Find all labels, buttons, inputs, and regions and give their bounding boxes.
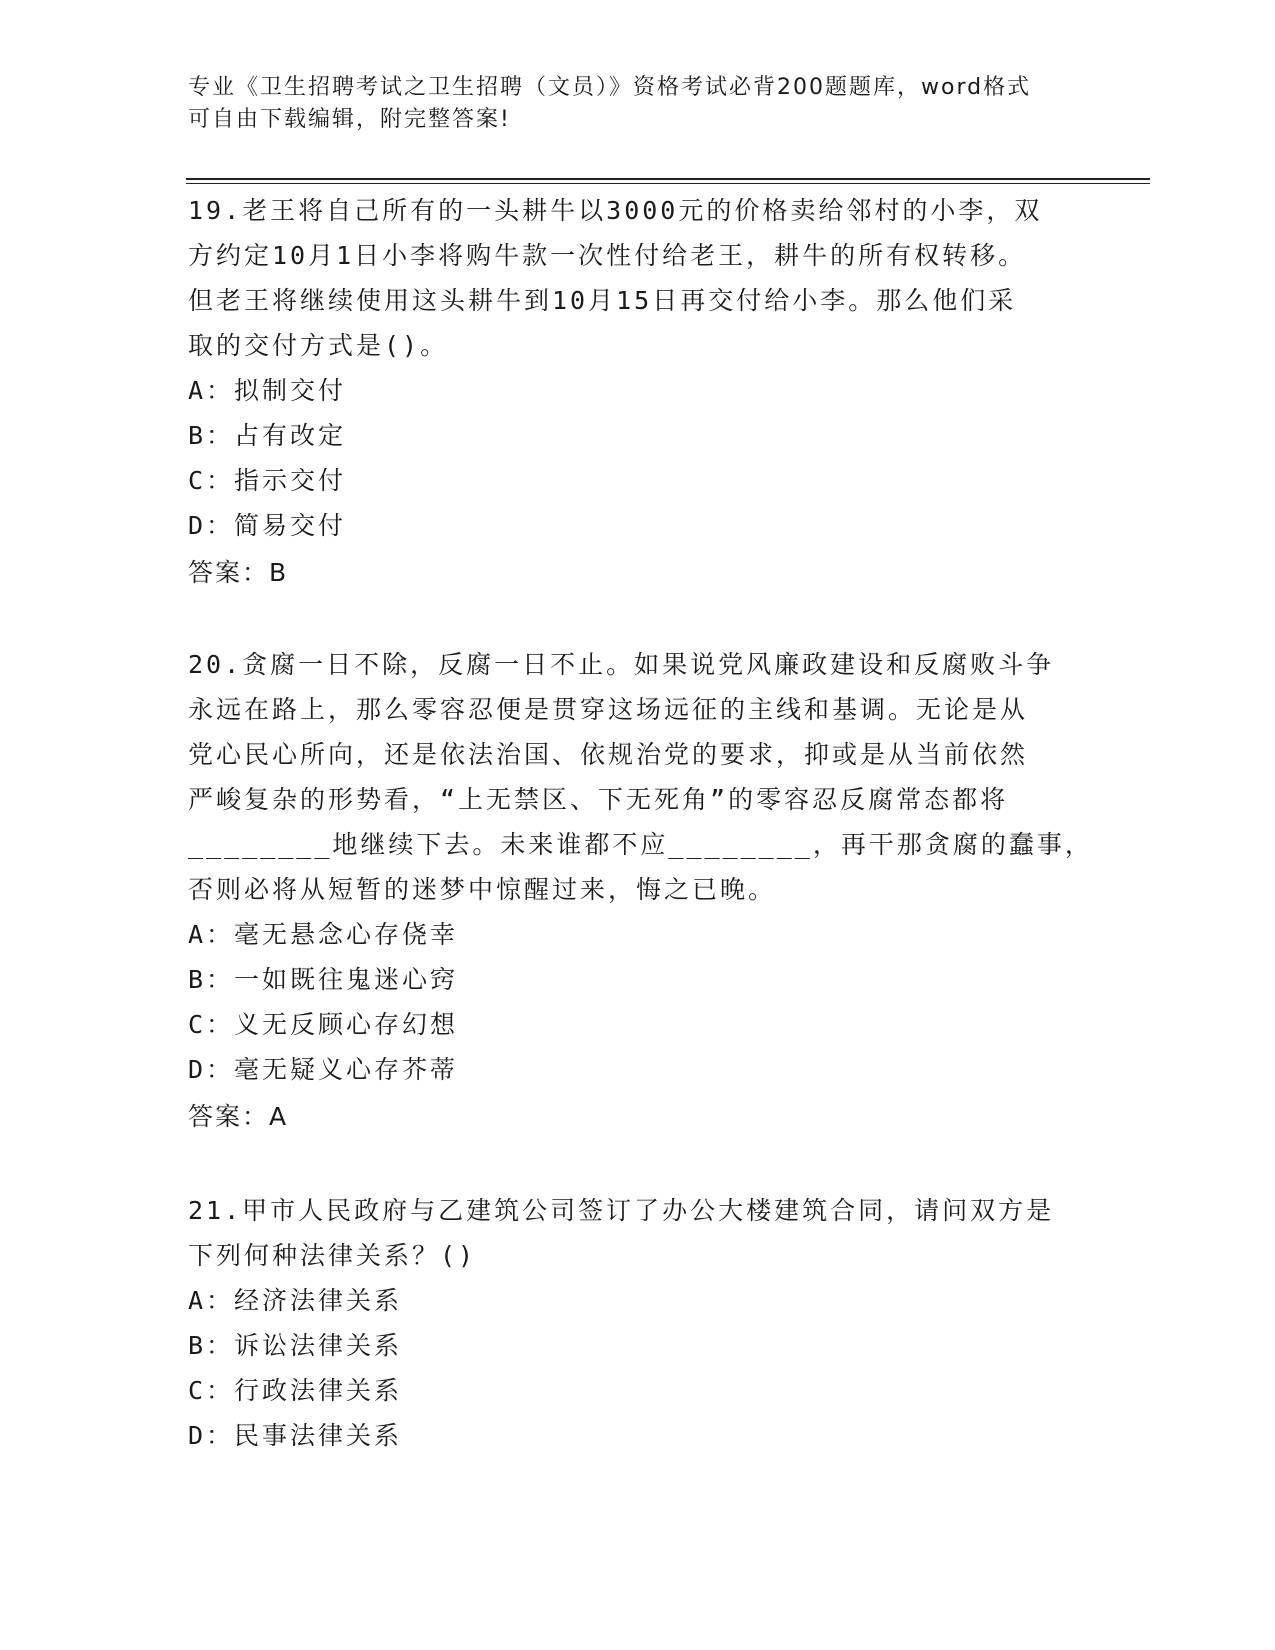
answer-line: 答案：A — [188, 1102, 289, 1131]
header-line-1: 专业《卫生招聘考试之卫生招聘（文员）》资格考试必背200题题库，word格式 — [188, 75, 1032, 100]
question-19 — [188, 188, 1088, 595]
option-b: B：诉讼法律关系 — [188, 1331, 403, 1360]
option-a: A：拟制交付 — [188, 376, 347, 405]
option-c: C：义无反顾心存幻想 — [188, 1010, 459, 1039]
question-text-line: 方约定10月1日小李将购牛款一次性付给老王，耕牛的所有权转移。 — [188, 241, 1027, 270]
header-divider-thick — [186, 178, 1150, 180]
option-d: D：简易交付 — [188, 511, 347, 540]
option-b: B：占有改定 — [188, 421, 347, 450]
header-line-2: 可自由下载编辑，附完整答案! — [188, 107, 511, 132]
question-text-line: 20.贪腐一日不除，反腐一日不止。如果说党风廉政建设和反腐败斗争 — [188, 650, 1055, 679]
header-divider-thin — [186, 183, 1150, 184]
question-21 — [188, 1188, 1088, 1458]
question-text-line: 下列何种法律关系？() — [188, 1241, 477, 1270]
option-d: D：毫无疑义心存芥蒂 — [188, 1055, 459, 1084]
question-text-line: 严峻复杂的形势看，“上无禁区、下无死角”的零容忍反腐常态都将 — [188, 785, 1009, 814]
question-text-line: ________地继续下去。未来谁都不应________，再干那贪腐的蠢事， — [188, 830, 1093, 859]
option-c: C：行政法律关系 — [188, 1376, 403, 1405]
question-text-line: 取的交付方式是()。 — [188, 331, 449, 360]
answer-line: 答案：B — [188, 558, 289, 587]
question-text-line: 21.甲市人民政府与乙建筑公司签订了办公大楼建筑合同，请问双方是 — [188, 1196, 1055, 1225]
option-a: A：经济法律关系 — [188, 1286, 403, 1315]
option-d: D：民事法律关系 — [188, 1421, 403, 1450]
question-20 — [188, 642, 1093, 1139]
document-header — [188, 72, 1068, 136]
question-text-line: 19.老王将自己所有的一头耕牛以3000元的价格卖给邻村的小李，双 — [188, 196, 1043, 225]
question-text-line: 但老王将继续使用这头耕牛到10月15日再交付给小李。那么他们采 — [188, 286, 1017, 315]
question-text-line: 否则必将从短暂的迷梦中惊醒过来，悔之已晚。 — [188, 875, 777, 904]
option-a: A：毫无悬念心存侥幸 — [188, 920, 459, 949]
option-b: B：一如既往鬼迷心窍 — [188, 965, 459, 994]
question-text-line: 党心民心所向，还是依法治国、依规治党的要求，抑或是从当前依然 — [188, 740, 1029, 769]
option-c: C：指示交付 — [188, 466, 347, 495]
question-text-line: 永远在路上，那么零容忍便是贯穿这场远征的主线和基调。无论是从 — [188, 695, 1029, 724]
